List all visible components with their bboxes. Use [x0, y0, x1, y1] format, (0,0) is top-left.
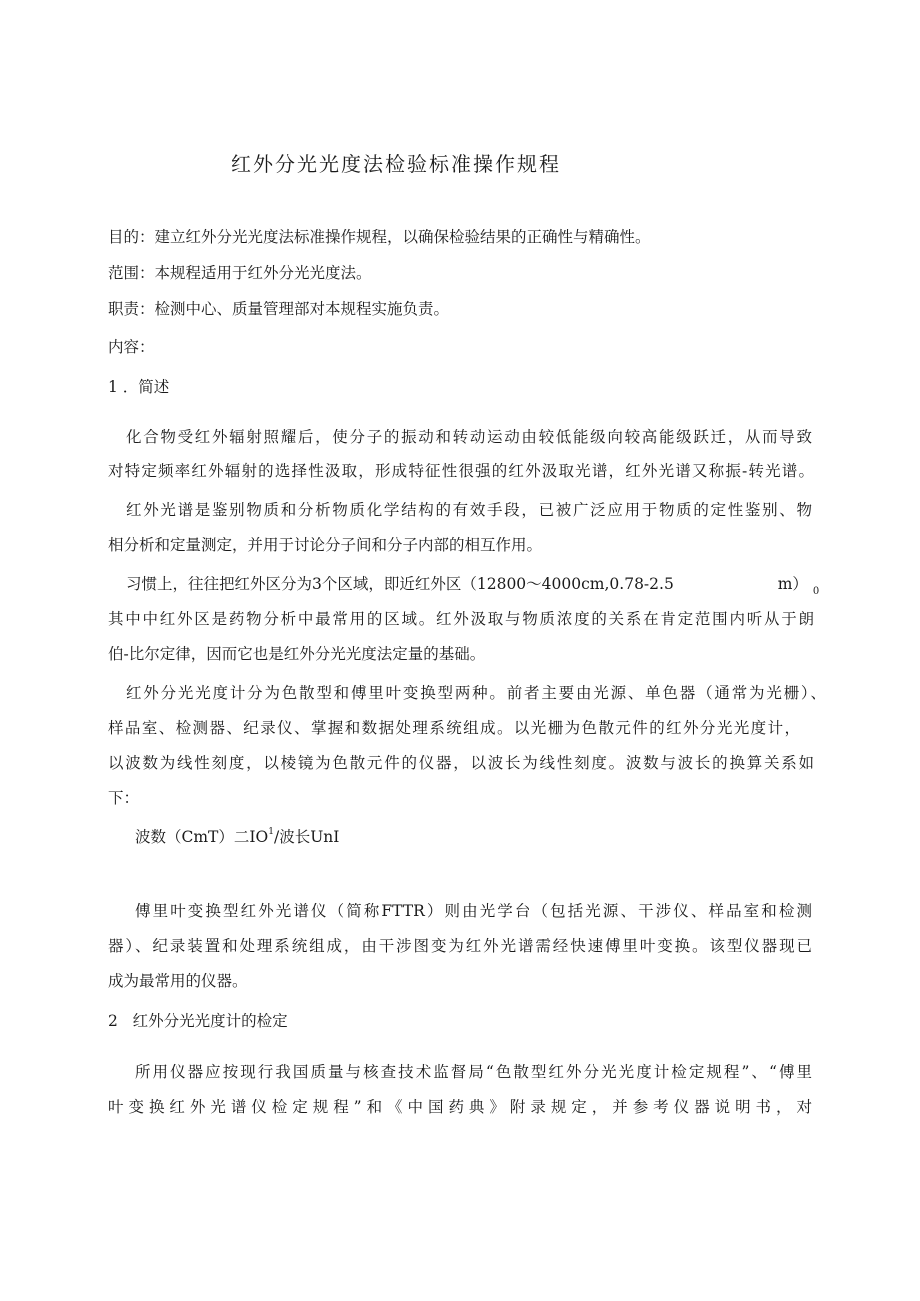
scope-line: 范围：本规程适用于红外分光光度法。: [108, 264, 372, 282]
formula-right: /波长UnI: [273, 828, 340, 846]
formula-line: [135, 827, 340, 846]
formula-superscript: 1: [268, 827, 274, 837]
paragraph-6-line-1: 所用仪器应按现行我国质量与核查技术监督局“色散型红外分光光度计检定规程”、“傅里: [135, 1063, 812, 1081]
section-2-heading: 2 红外分光光度计的检定: [108, 1012, 288, 1030]
content-label: 内容：: [108, 338, 155, 356]
paragraph-1-line-1: 化合物受红外辐射照耀后，使分子的振动和转动运动由较低能级向较高能级跃迁，从而导致: [126, 428, 812, 446]
paragraph-3-subscript: 0: [812, 586, 820, 597]
paragraph-3-line-1-text: 习惯上，往往把红外区分为3个区域，即近红外区（12800～4000cm,0.78-2.5: [126, 575, 674, 593]
paragraph-3-line-2: 其中中红外区是药物分析中最常用的区域。红外汲取与物质浓度的关系在肯定范围内听从于朗: [108, 610, 814, 628]
paragraph-5-line-3: 成为最常用的仪器。: [108, 972, 248, 990]
duty-line: 职责：检测中心、质量管理部对本规程实施负责。: [108, 300, 450, 318]
paragraph-3-unit: m）: [777, 575, 808, 593]
document-title: 红外分光光度法检验标准操作规程: [231, 152, 561, 176]
paragraph-4-line-3: 以波数为线性刻度，以棱镜为色散元件的仪器，以波长为线性刻度。波数与波长的换算关系如: [108, 754, 814, 772]
paragraph-2-line-2: 相分析和定量测定，并用于讨论分子间和分子内部的相互作用。: [108, 536, 543, 554]
purpose-line: 目的：建立红外分光光度法标准操作规程，以确保检验结果的正确性与精确性。: [108, 228, 651, 246]
paragraph-4-line-1: 红外分光光度计分为色散型和傅里叶变换型两种。前者主要由光源、单色器（通常为光栅）、: [126, 684, 826, 702]
paragraph-2-line-1: 红外光谱是鉴别物质和分析物质化学结构的有效手段，已被广泛应用于物质的定性鉴别、物: [126, 501, 812, 519]
paragraph-4-line-2: 样品室、检测器、纪录仪、掌握和数据处理系统组成。以光栅为色散元件的红外分光光度计，: [108, 719, 800, 737]
paragraph-3-line-1: [126, 575, 820, 597]
paragraph-3-line-3: 伯-比尔定律，因而它也是红外分光光度法定量的基础。: [108, 645, 486, 663]
section-1-heading: 1 ．简述: [108, 378, 170, 396]
paragraph-1-line-2: 对特定频率红外辐射的选择性汲取，形成特征性很强的红外汲取光谱，红外光谱又称振-转光谱。: [108, 462, 814, 480]
paragraph-5-line-1: 傅里叶变换型红外光谱仪（简称FTTR）则由光学台（包括光源、干涉仪、样品室和检测: [135, 902, 812, 920]
paragraph-4-line-4: 下：: [108, 789, 140, 807]
paragraph-5-line-2: 器）、纪录装置和处理系统组成，由干涉图变为红外光谱需经快速傅里叶变换。该型仪器现已: [108, 937, 812, 955]
paragraph-6-line-2: 叶变换红外光谱仪检定规程”和《中国药典》附录规定，并参考仪器说明书，对: [108, 1098, 812, 1116]
formula-left: 波数（CmT）二IO: [135, 828, 269, 846]
